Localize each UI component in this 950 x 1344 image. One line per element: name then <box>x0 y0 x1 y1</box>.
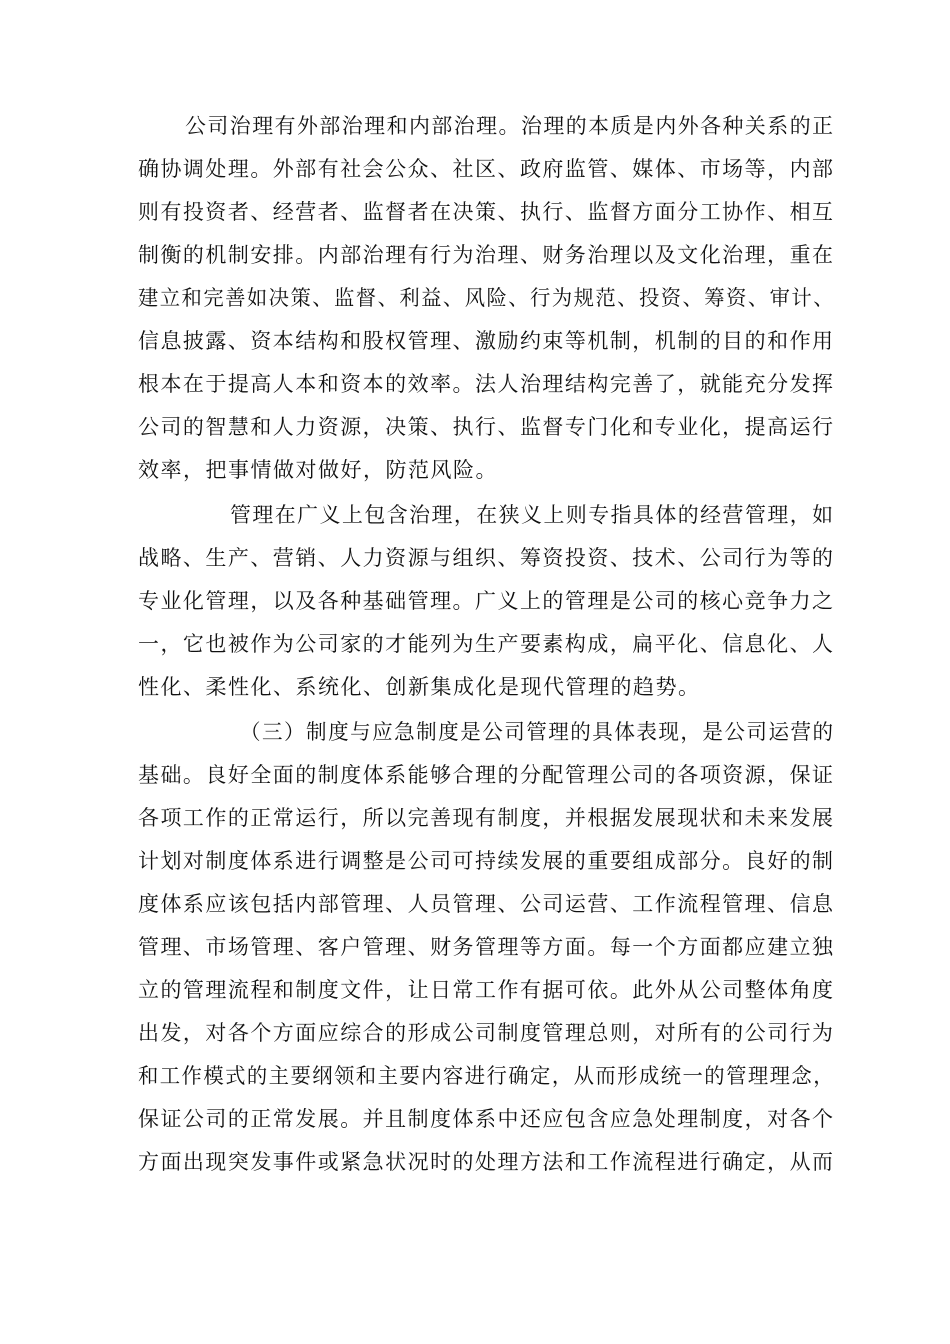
text-line: 专业化管理，以及各种基础管理。广义上的管理是公司的核心竞争力之 <box>138 589 835 613</box>
text-line: 制衡的机制安排。内部治理有行为治理、财务治理以及文化治理，重在 <box>138 243 835 267</box>
text-line: 度体系应该包括内部管理、人员管理、公司运营、工作流程管理、信息 <box>138 892 835 916</box>
text-line: 计划对制度体系进行调整是公司可持续发展的重要组成部分。良好的制 <box>138 849 835 873</box>
text-line: 确协调处理。外部有社会公众、社区、政府监管、媒体、市场等，内部 <box>138 157 835 181</box>
text-line: 和工作模式的主要纲领和主要内容进行确定，从而形成统一的管理理念， <box>138 1064 835 1088</box>
text-line: 则有投资者、经营者、监督者在决策、执行、监督方面分工协作、相互 <box>138 200 835 224</box>
text-line: 管理在广义上包含治理，在狭义上则专指具体的经营管理，如 <box>230 503 835 527</box>
text-line: 根本在于提高人本和资本的效率。法人治理结构完善了，就能充分发挥 <box>138 372 835 396</box>
text-line: 出发，对各个方面应综合的形成公司制度管理总则，对所有的公司行为 <box>138 1021 835 1045</box>
text-line: 一，它也被作为公司家的才能列为生产要素构成，扁平化、信息化、人 <box>138 632 835 656</box>
text-line: 公司的智慧和人力资源，决策、执行、监督专门化和专业化，提高运行 <box>138 415 835 439</box>
text-line: 管理、市场管理、客户管理、财务管理等方面。每一个方面都应建立独 <box>138 935 835 959</box>
text-line: 各项工作的正常运行，所以完善现有制度，并根据发展现状和未来发展 <box>138 806 835 830</box>
text-line: 保证公司的正常发展。并且制度体系中还应包含应急处理制度，对各个 <box>138 1107 835 1131</box>
text-line: 公司治理有外部治理和内部治理。治理的本质是内外各种关系的正 <box>185 114 835 138</box>
text-line: 立的管理流程和制度文件，让日常工作有据可依。此外从公司整体角度 <box>138 978 835 1002</box>
text-line: 基础。良好全面的制度体系能够合理的分配管理公司的各项资源，保证 <box>138 763 835 787</box>
text-line: 战略、生产、营销、人力资源与组织、筹资投资、技术、公司行为等的 <box>138 546 835 570</box>
text-line: 建立和完善如决策、监督、利益、风险、行为规范、投资、筹资、审计、 <box>138 286 835 310</box>
text-line: 性化、柔性化、系统化、创新集成化是现代管理的趋势。 <box>138 675 701 699</box>
text-line: 方面出现突发事件或紧急状况时的处理方法和工作流程进行确定，从而 <box>138 1150 835 1174</box>
text-line: 信息披露、资本结构和股权管理、激励约束等机制，机制的目的和作用 <box>138 329 835 353</box>
text-line: （三）制度与应急制度是公司管理的具体表现，是公司运营的 <box>240 720 835 744</box>
text-line: 效率，把事情做对做好，防范风险。 <box>138 458 498 482</box>
